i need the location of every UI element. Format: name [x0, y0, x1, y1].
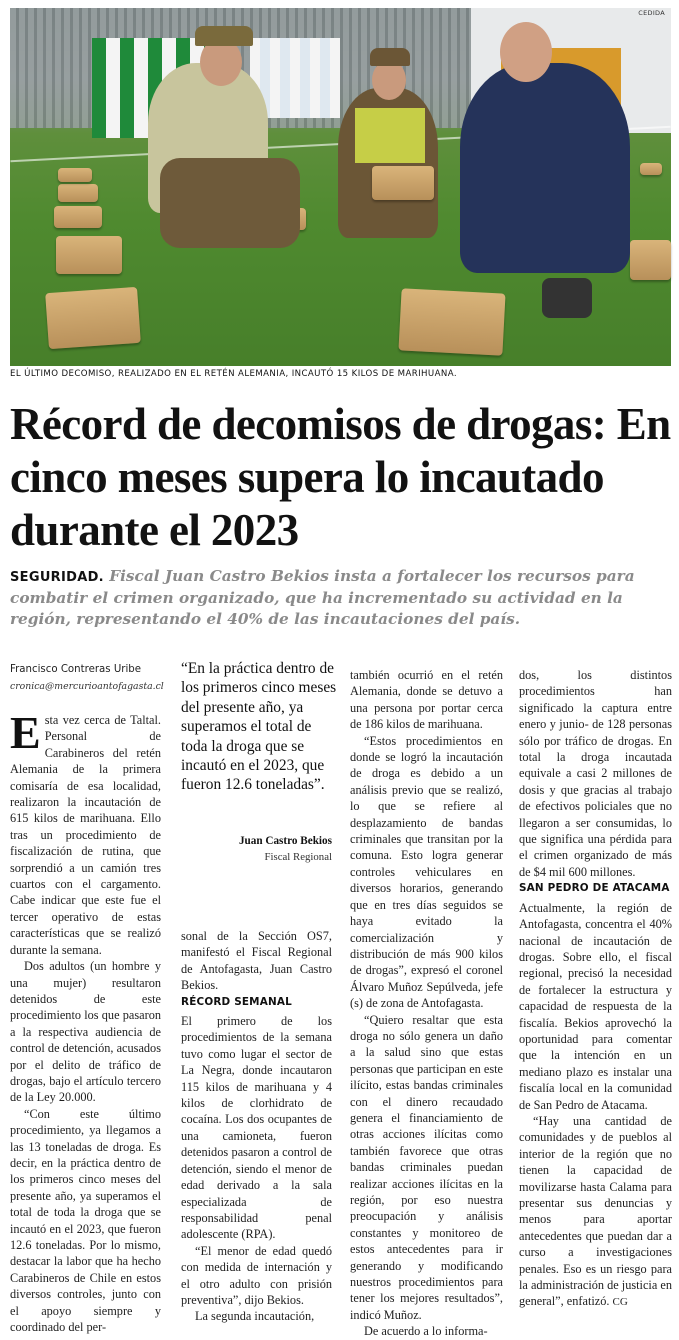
pull-quote: “En la práctica dentro de los primeros cinco meses del presente año, ya superamos el total de toda la droga que se incautó en el 2023, que fueron 12.6 toneladas”.: [181, 660, 337, 794]
drug-package: [58, 168, 92, 182]
section-kicker: SEGURIDAD.: [10, 570, 104, 585]
subheadline-text: Fiscal Juan Castro Bekios insta a fortalecer los recursos para combatir el crimen organizado, que ha incrementado su actividad en la región, representando el 40% de las incautaciones del país.: [10, 567, 635, 628]
end-mark: CG: [612, 1296, 628, 1309]
headline: Récord de decomisos de drogas: En cinco meses supera lo incautado durante el 2023: [10, 399, 671, 555]
paragraph: “Con este último procedimiento, ya llegamos a las 13 toneladas de droga. Es decir, en la práctica dentro de los primeros cinco meses del presente año, ya superamos el total de toda la droga que se incautó en el 2023, que fueron 12.6 toneladas. Por lo mismo, destacar la labor que ha hecho Carabineros de Chile en estos diversos controles, junto con el apoyo siempre y coordinado del per-: [10, 1106, 161, 1335]
paragraph: “Hay una cantidad de comunidades y de pueblos al interior de la región que no tienen la capacidad de movilizarse hasta Calama para presentar sus denuncias y menos para aportar antecedentes que puedan dar a curso a investigaciones penales. Eso es un riesgo para la administración de justicia en general”, enfatizó.: [519, 1113, 672, 1309]
paragraph: Dos adultos (un hombre y una mujer) resultaron detenidos de este procedimiento los que pasaron a la respectiva audiencia de control de detención, acusados por el delito de tráfico de drogas, bajo el artículo tercero de la Ley 20.000.: [10, 959, 161, 1105]
author-name: Francisco Contreras Uribe: [10, 664, 142, 675]
paragraph: Actualmente, la región de Antofagasta, concentra el 40% nacional de incautación de drogas. Sobre ello, el fiscal regional, precisó la necesidad de fortalecer la estructura y capacidad de respuesta de la fiscalía. Bekios aprovechó la oportunidad para comentar que la intención en un mediano plazo es instalar una fiscalía local en la comunidad de San Pedro de Atacama.: [519, 900, 672, 1112]
paragraph: De acuerdo a lo informa-: [364, 1324, 488, 1339]
drug-package: [58, 184, 98, 202]
fiscal-juan-castro: [460, 63, 630, 273]
pull-quote-role: Fiscal Regional: [264, 851, 332, 863]
drug-package: [640, 163, 662, 175]
subheadline: [10, 566, 672, 630]
drug-package: [56, 236, 122, 274]
officer-cap: [195, 26, 253, 46]
paragraph: dos, los distintos procedimientos han significado la captura entre enero y junio- de 128 personas sólo por tráfico de drogas. En total la droga incautada equivale a casi 2 millones de dosis y que gracias al trabajo de efectivos policiales que no llegaron a ser consumidas, lo que significa una pérdida para el crimen organizado de más de $4 mil 600 millones.: [519, 668, 672, 879]
author-email[interactable]: cronica@mercurioantofagasta.cl: [10, 681, 164, 692]
drug-package: [45, 287, 141, 349]
article-column-3: [350, 667, 503, 1340]
dropcap: E: [10, 707, 41, 758]
article-column-1: [10, 707, 161, 1335]
paragraph: “El menor de edad quedó con medida de internación y el otro adulto con prisión preventiva”, dijo Bekios.: [181, 1243, 332, 1307]
photo-caption: EL ÚLTIMO DECOMISO, REALIZADO EN EL RETÉN ALEMANIA, INCAUTÓ 15 KILOS DE MARIHUANA.: [10, 369, 457, 379]
section-heading: SAN PEDRO DE ATACAMA: [519, 882, 670, 895]
paragraph: La segunda incautación,: [195, 1309, 315, 1324]
paragraph: El primero de los procedimientos de la semana tuvo como lugar el sector de La Negra, donde incautaron 115 kilos de marihuana y 4 kilos de clorhidrato de cocaína. Los dos ocupantes de una camioneta, fueron detenidos pasaron a control de detención, siendo el menor de edad derivado a la sala especializada de responsabilidad penal adolescente (RPA).: [181, 1014, 332, 1242]
paragraph: “Estos procedimientos en donde se logró la incautación de droga es debido a un análisis previo que se realizó, lo que se refiere al desplazamiento de bandas criminales que transitan por la comuna. Esto logra generar controles vehiculares en diversos horarios, generando que en tres días seguidos se haya evitado la comercialización y distribución de más 900 kilos de drogas”, expresó el coronel Álvaro Muñoz Sepúlveda, jefe (s) de zona de Antofagasta.: [350, 733, 503, 1011]
paragraph: “Quiero resaltar que esta droga no sólo genera un daño a la salud sino que estas personas que participan en este ilícito, estas bandas criminales con el dinero recaudado genera el financiamiento de otras acciones ilícitas como también favorece que otras bandas criminales puedan realizar acciones ilícitas en la región, por eso nuestra preocupación y análisis constantes y monitoreo de estos antecedentes para ir generando y modificando nuestros procedimientos para tener los mejores resultados”, indicó Muñoz.: [350, 1012, 503, 1322]
pull-quote-name: Juan Castro Bekios: [238, 835, 332, 847]
photo-credit: CEDIDA: [638, 9, 665, 17]
section-heading: RÉCORD SEMANAL: [181, 995, 292, 1008]
drug-package-held: [372, 166, 434, 200]
drug-package: [54, 206, 102, 228]
paragraph: sta vez cerca de Taltal. Personal de Carabineros del retén Alemania de la primera comisaría de esa localidad, realizaron la incautación de 615 kilos de marihuana. Ello tras un procedimiento de fiscalización de rutina, que sorprendió a un camión tres cuartos con el cargamento. Cabe indicar que este fue el tercer operativo de estas características que se realizó durante la semana.: [10, 713, 161, 957]
paragraph: sonal de la Sección OS7, manifestó el Fiscal Regional de Antofagasta, Juan Castro Bekios.: [181, 929, 332, 993]
article-column-4: [519, 667, 672, 1311]
drug-package: [398, 288, 505, 355]
article-photo: [10, 8, 671, 366]
paragraph: también ocurrió en el retén Alemania, donde se detuvo a una persona por portar cerca de 186 kilos de marihuana.: [350, 668, 503, 732]
reflective-vest: [355, 108, 425, 163]
drug-package: [630, 240, 671, 280]
article-column-2: [181, 928, 332, 1325]
